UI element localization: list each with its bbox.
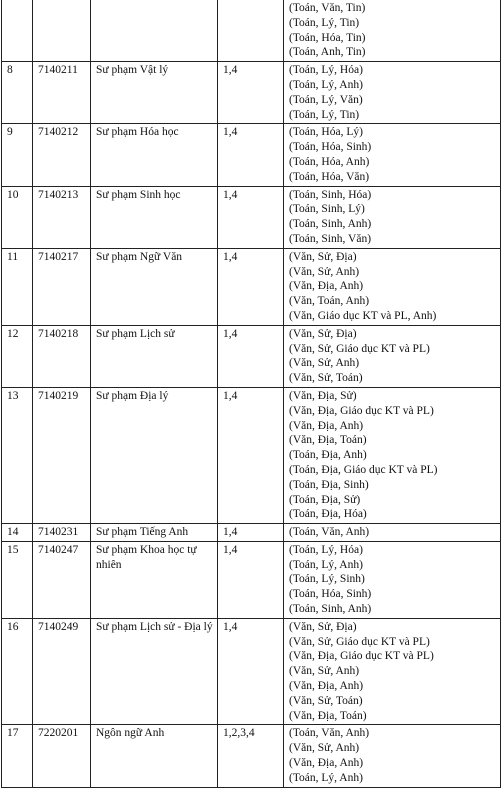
- admission-method-cell: [218, 248, 284, 325]
- major-code-cell: [33, 124, 91, 186]
- row-number-cell: [2, 325, 33, 387]
- row-number-cell: [2, 62, 33, 124]
- row-number-cell: [2, 186, 33, 248]
- admission-method-text: 1,4: [223, 543, 238, 556]
- table-row: [2, 524, 501, 542]
- subject-combination: (Toán, Lý, Tin): [289, 16, 360, 29]
- major-name-text: Sư phạm Sinh học: [96, 188, 181, 201]
- major-code-text: 7140218: [38, 327, 79, 340]
- major-code-cell: [33, 618, 91, 725]
- subject-combinations-cell: [284, 248, 501, 325]
- subject-combination: (Toán, Hóa, Sinh): [289, 141, 372, 154]
- row-number-cell: [2, 725, 33, 787]
- subject-combination: (Toán, Sinh, Văn): [289, 232, 372, 245]
- admission-method-cell: [218, 541, 284, 618]
- subject-combination: (Toán, Lý, Văn): [289, 93, 363, 106]
- row-number-cell: [2, 124, 33, 186]
- admission-method-text: 1,4: [223, 250, 238, 263]
- subject-combination: (Văn, Sử, Giáo dục KT và PL): [289, 342, 430, 355]
- subject-combination: (Văn, Sử, Anh): [289, 742, 360, 755]
- major-name-text: Sư phạm Tiếng Anh: [96, 526, 189, 539]
- major-code-cell: [33, 0, 91, 62]
- subject-combination: (Toán, Sinh, Anh): [289, 603, 372, 616]
- admission-method-text: 1,2,3,4: [223, 727, 255, 740]
- table-row: [2, 618, 501, 725]
- table-row: [2, 62, 501, 124]
- major-name-cell: [91, 0, 218, 62]
- major-code-cell: [33, 387, 91, 523]
- subject-combination: (Toán, Địa, Anh): [289, 449, 367, 462]
- subject-combination: (Toán, Lý, Anh): [289, 558, 363, 571]
- subject-combination: (Văn, Sử, Địa): [289, 620, 357, 633]
- major-code-text: 7140249: [38, 620, 79, 633]
- admission-method-text: 1,4: [223, 389, 238, 402]
- major-name-cell: [91, 524, 218, 542]
- major-name-cell: [91, 541, 218, 618]
- admission-table: [1, 0, 501, 788]
- admission-method-cell: [218, 524, 284, 542]
- subject-combinations-cell: [284, 541, 501, 618]
- subject-combination: (Toán, Địa, Hóa): [289, 508, 367, 521]
- row-number-text: 12: [7, 327, 19, 340]
- row-number-cell: [2, 387, 33, 523]
- row-number-cell: [2, 618, 33, 725]
- subject-combination: (Toán, Địa, Sử): [289, 493, 361, 506]
- table-body: [2, 0, 501, 787]
- subject-combination: (Văn, Địa, Giáo dục KT và PL): [289, 650, 434, 663]
- subject-combination: (Văn, Địa, Toán): [289, 709, 367, 722]
- subject-combination: (Văn, Địa, Giáo dục KT và PL): [289, 404, 434, 417]
- major-code-text: 7140213: [38, 188, 79, 201]
- row-number-text: 10: [7, 188, 19, 201]
- row-number-text: 9: [7, 126, 13, 139]
- major-code-cell: [33, 62, 91, 124]
- subject-combination: (Toán, Văn, Anh): [289, 526, 370, 539]
- admission-method-text: 1,4: [223, 327, 238, 340]
- subject-combination: (Toán, Văn, Tin): [289, 2, 366, 14]
- row-number-cell: [2, 0, 33, 62]
- row-number-text: 17: [7, 727, 19, 740]
- admission-method-text: 1,4: [223, 526, 238, 539]
- subject-combination: (Văn, Sử, Giáo dục KT và PL): [289, 635, 430, 648]
- table-row: [2, 725, 501, 787]
- major-code-cell: [33, 541, 91, 618]
- subject-combination: (Toán, Lý, Anh): [289, 771, 363, 784]
- row-number-text: 11: [7, 250, 19, 263]
- major-code-text: 7140217: [38, 250, 79, 263]
- major-name-cell: [91, 124, 218, 186]
- table-row: [2, 325, 501, 387]
- major-code-text: 7140211: [38, 64, 78, 77]
- row-number-text: 16: [7, 620, 19, 633]
- major-name-text: Sư phạm Ngữ Văn: [96, 250, 183, 263]
- subject-combination: (Toán, Lý, Sinh): [289, 573, 365, 586]
- admission-method-cell: [218, 0, 284, 62]
- subject-combinations-cell: [284, 124, 501, 186]
- subject-combination: (Toán, Lý, Anh): [289, 78, 363, 91]
- subject-combination: (Toán, Lý, Tin): [289, 108, 360, 121]
- major-name-text: Ngôn ngữ Anh: [96, 727, 165, 740]
- subject-combinations-cell: [284, 325, 501, 387]
- admission-method-text: 1,4: [223, 64, 238, 77]
- subject-combination: (Văn, Sử, Anh): [289, 265, 360, 278]
- subject-combination: (Văn, Sử, Địa): [289, 327, 357, 340]
- major-code-text: 7140212: [38, 126, 79, 139]
- subject-combinations-cell: [284, 618, 501, 725]
- row-number-cell: [2, 524, 33, 542]
- admission-method-cell: [218, 618, 284, 725]
- subject-combination: (Toán, Văn, Anh): [289, 727, 370, 740]
- subject-combination: (Toán, Hóa, Văn): [289, 170, 370, 183]
- subject-combination: (Toán, Hóa, Anh): [289, 155, 370, 168]
- subject-combination: (Văn, Sử, Anh): [289, 357, 360, 370]
- table-row: [2, 387, 501, 523]
- subject-combination: (Văn, Toán, Anh): [289, 295, 370, 308]
- subject-combinations-cell: [284, 725, 501, 787]
- row-number-cell: [2, 541, 33, 618]
- subject-combination: (Văn, Sử, Toán): [289, 694, 363, 707]
- table-row: [2, 0, 501, 62]
- major-code-cell: [33, 524, 91, 542]
- major-code-cell: [33, 725, 91, 787]
- table-row: [2, 124, 501, 186]
- major-name-cell: [91, 248, 218, 325]
- major-name-text: Sư phạm Lịch sử - Địa lý: [96, 620, 213, 633]
- row-number-text: 8: [7, 64, 13, 77]
- major-name-cell: [91, 186, 218, 248]
- subject-combination: (Toán, Anh, Tin): [289, 46, 366, 59]
- major-code-text: 7140231: [38, 526, 79, 539]
- subject-combination: (Toán, Địa, Sinh): [289, 478, 369, 491]
- subject-combination: (Văn, Địa, Anh): [289, 419, 364, 432]
- major-name-text: Sư phạm Hóa học: [96, 126, 179, 139]
- subject-combination: (Toán, Lý, Hóa): [289, 64, 363, 77]
- admission-method-text: 1,4: [223, 620, 238, 633]
- subject-combinations-cell: [284, 186, 501, 248]
- major-code-cell: [33, 186, 91, 248]
- admission-method-cell: [218, 725, 284, 787]
- subject-combination: (Toán, Sinh, Lý): [289, 203, 365, 216]
- subject-combination: (Văn, Sử, Địa): [289, 250, 357, 263]
- subject-combinations-cell: [284, 387, 501, 523]
- major-name-text: Sư phạm Vật lý: [96, 64, 169, 77]
- subject-combinations-cell: [284, 62, 501, 124]
- subject-combination: (Toán, Hóa, Sinh): [289, 588, 372, 601]
- major-name-text: Sư phạm Địa lý: [96, 389, 169, 402]
- subject-combination: (Văn, Sử, Anh): [289, 665, 360, 678]
- subject-combinations-cell: [284, 524, 501, 542]
- table-row: [2, 541, 501, 618]
- admission-method-cell: [218, 62, 284, 124]
- subject-combination: (Toán, Sinh, Anh): [289, 218, 372, 231]
- subject-combination: (Toán, Địa, Giáo dục KT và PL): [289, 463, 438, 476]
- major-code-text: 7220201: [38, 727, 79, 740]
- subject-combination: (Văn, Địa, Toán): [289, 434, 367, 447]
- table-row: [2, 186, 501, 248]
- major-code-text: 7140219: [38, 389, 79, 402]
- admission-method-text: 1,4: [223, 126, 238, 139]
- subject-combination: (Toán, Sinh, Hóa): [289, 188, 372, 201]
- row-number-text: 15: [7, 543, 19, 556]
- subject-combinations-cell: [284, 0, 501, 62]
- major-code-cell: [33, 325, 91, 387]
- major-name-cell: [91, 325, 218, 387]
- major-name-cell: [91, 62, 218, 124]
- major-name-cell: [91, 618, 218, 725]
- row-number-cell: [2, 248, 33, 325]
- admission-method-cell: [218, 325, 284, 387]
- subject-combination: (Văn, Giáo dục KT và PL, Anh): [289, 309, 437, 322]
- major-code-text: 7140247: [38, 543, 79, 556]
- row-number-text: 13: [7, 389, 19, 402]
- admission-method-text: 1,4: [223, 188, 238, 201]
- major-code-cell: [33, 248, 91, 325]
- major-name-text: Sư phạm Lịch sử: [96, 327, 175, 340]
- subject-combination: (Văn, Địa, Sử): [289, 389, 357, 402]
- admission-method-cell: [218, 124, 284, 186]
- admission-method-cell: [218, 387, 284, 523]
- subject-combination: (Toán, Hóa, Tin): [289, 31, 366, 44]
- table-row: [2, 248, 501, 325]
- row-number-text: 14: [7, 526, 19, 539]
- subject-combination: (Văn, Sử, Toán): [289, 372, 363, 385]
- subject-combination: (Văn, Địa, Anh): [289, 280, 364, 293]
- subject-combination: (Văn, Địa, Anh): [289, 680, 364, 693]
- major-name-cell: [91, 725, 218, 787]
- major-name-cell: [91, 387, 218, 523]
- subject-combination: (Toán, Lý, Hóa): [289, 543, 363, 556]
- admission-method-cell: [218, 186, 284, 248]
- major-name-text: Sư phạm Khoa học tự nhiên: [96, 543, 197, 571]
- subject-combination: (Toán, Hóa, Lý): [289, 126, 363, 139]
- subject-combination: (Văn, Địa, Anh): [289, 757, 364, 770]
